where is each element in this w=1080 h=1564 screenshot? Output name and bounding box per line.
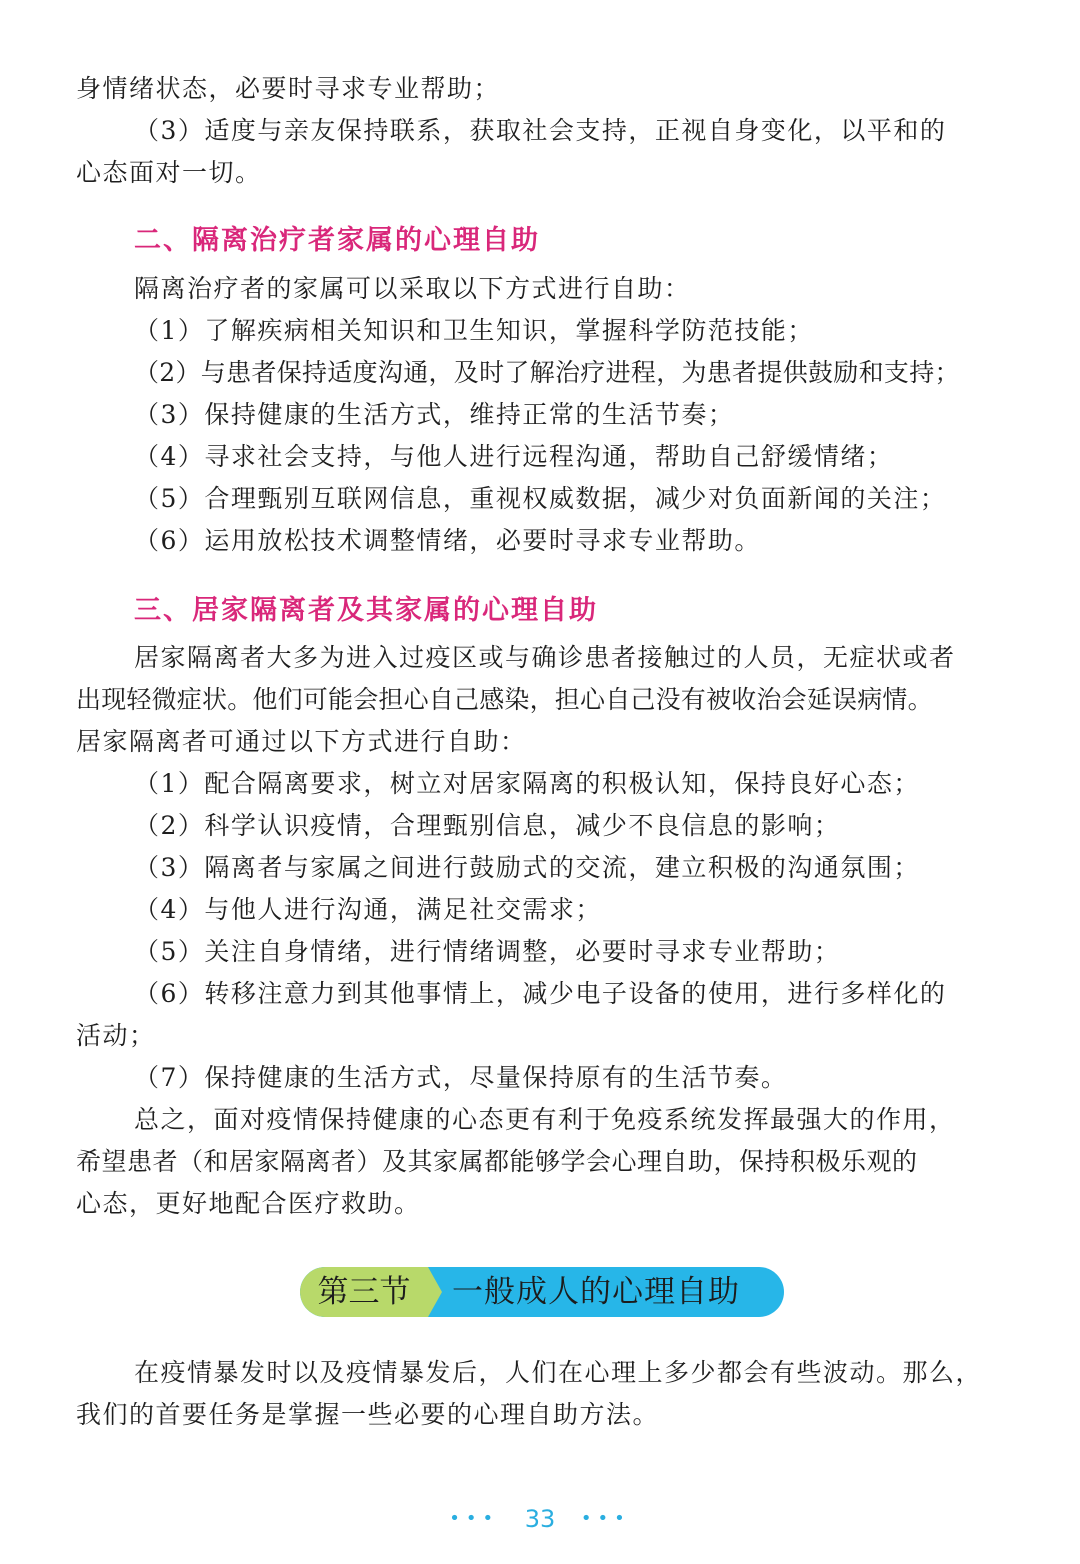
list-item: （4）与他人进行沟通，满足社交需求； [134,895,602,924]
paragraph-line: 心态面对一切。 [76,158,262,187]
list-item: （3）适度与亲友保持联系，获取社会支持，正视自身变化，以平和的 [134,116,947,145]
paragraph-line: 出现轻微症状。他们可能会担心自己感染，担心自己没有被收治会延误病情。 [76,685,933,714]
paragraph-line: 希望患者（和居家隔离者）及其家属都能够学会心理自助，保持积极乐观的 [76,1147,918,1176]
paragraph-line: 居家隔离者可通过以下方式进行自助： [76,727,527,756]
list-item: （4）寻求社会支持，与他人进行远程沟通，帮助自己舒缓情绪； [134,442,894,471]
footer-dots-left: ••• [449,1508,500,1529]
list-item: （3）隔离者与家属之间进行鼓励式的交流，建立积极的沟通氛围； [134,853,920,882]
list-item: （6）运用放松技术调整情绪，必要时寻求专业帮助。 [134,526,761,555]
list-item: （6）转移注意力到其他事情上，减少电子设备的使用，进行多样化的 [134,979,947,1008]
list-item: （2）科学认识疫情，合理甄别信息，减少不良信息的影响； [134,811,841,840]
list-item: （3）保持健康的生活方式，维持正常的生活节奏； [134,400,735,429]
list-item: （5）关注自身情绪，进行情绪调整，必要时寻求专业帮助； [134,937,841,966]
list-item: （5）合理甄别互联网信息，重视权威数据，减少对负面新闻的关注； [134,484,947,513]
footer-dots-right: ••• [580,1508,631,1529]
list-item: （2）与患者保持适度沟通，及时了解治疗进程，为患者提供鼓励和支持； [134,358,960,387]
section-heading: 三、居家隔离者及其家属的心理自助 [134,595,598,626]
paragraph-line: 身情绪状态，必要时寻求专业帮助； [76,74,501,103]
list-item: （1）配合隔离要求，树立对居家隔离的积极认知，保持良好心态； [134,769,920,798]
paragraph-line: 活动； [76,1021,156,1050]
list-item: （7）保持健康的生活方式，尽量保持原有的生活节奏。 [134,1063,788,1092]
paragraph-line: 居家隔离者大多为进入过疫区或与确诊患者接触过的人员，无症状或者 [134,643,956,672]
paragraph-line: 隔离治疗者的家属可以采取以下方式进行自助： [134,274,691,303]
page-footer [0,1498,1080,1538]
list-item: （1）了解疾病相关知识和卫生知识，掌握科学防范技能； [134,316,814,345]
section-title: 一般成人的心理自助 [452,1274,740,1310]
paragraph-line: 心态，更好地配合医疗救助。 [76,1189,421,1218]
paragraph-line: 总之，面对疫情保持健康的心态更有利于免疫系统发挥最强大的作用， [134,1105,956,1134]
section-heading: 二、隔离治疗者家属的心理自助 [134,225,540,256]
paragraph-line: 在疫情暴发时以及疫情暴发后，人们在心理上多少都会有些波动。那么， [134,1358,983,1387]
section-number: 第三节 [300,1267,428,1317]
page-number: 33 [524,1505,556,1533]
paragraph-line: 我们的首要任务是掌握一些必要的心理自助方法。 [76,1400,660,1429]
chapter-section-banner [300,1267,784,1317]
